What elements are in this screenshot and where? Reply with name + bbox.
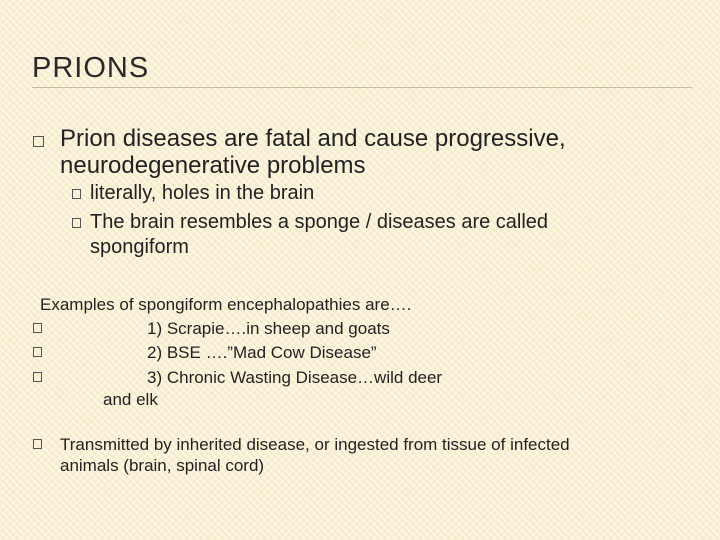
example-item-continuation: and elk [103, 390, 158, 409]
slide-title: PRIONS [32, 52, 150, 84]
bullet-text: animals (brain, spinal cord) [60, 456, 265, 475]
bullet-square-icon [33, 439, 42, 449]
bullet-square-icon [72, 218, 81, 228]
sub-bullet-text: The brain resembles a sponge / diseases are called [90, 211, 549, 233]
bullet-text: Prion diseases are fatal and cause progressive, [60, 125, 566, 152]
example-item: 1) Scrapie….in sheep and goats [147, 319, 390, 338]
examples-heading: Examples of spongiform encephalopathies are…. [40, 295, 412, 314]
bullet-square-icon [72, 189, 81, 199]
bullet-square-icon [33, 323, 42, 333]
bullet-text: Transmitted by inherited disease, or ingested from tissue of infected [60, 435, 570, 454]
title-divider [32, 87, 692, 88]
bullet-square-icon [33, 347, 42, 357]
example-item: 3) Chronic Wasting Disease…wild deer [147, 368, 443, 387]
sub-bullet-text: literally, holes in the brain [90, 182, 315, 204]
sub-bullet-text: spongiform [90, 236, 189, 258]
bullet-square-icon [33, 136, 44, 147]
example-item: 2) BSE ….”Mad Cow Disease” [147, 343, 377, 362]
bullet-text: neurodegenerative problems [60, 152, 366, 179]
bullet-square-icon [33, 372, 42, 382]
